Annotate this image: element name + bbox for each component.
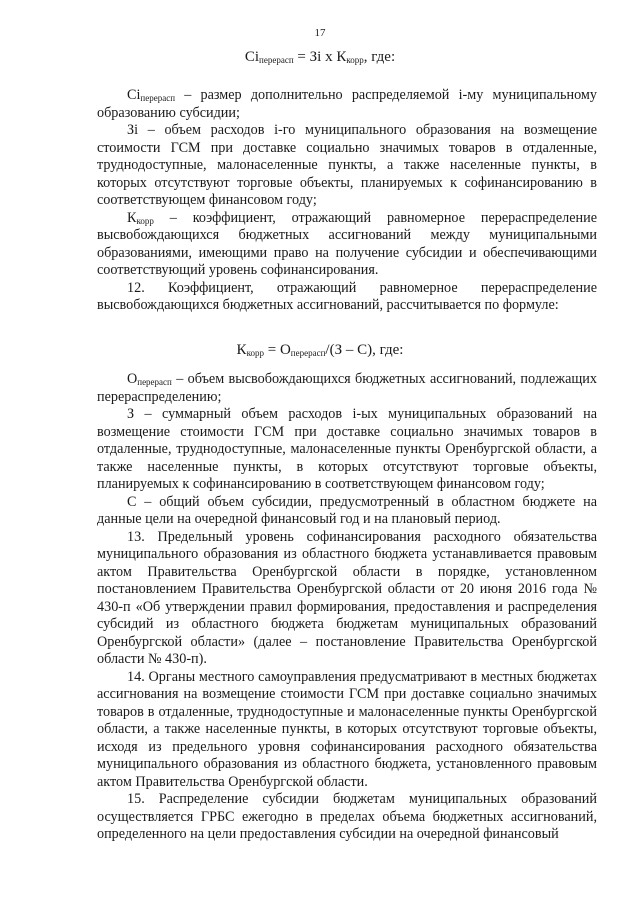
- formula-o-subscript: перерасп: [290, 348, 326, 358]
- definition-text: З – суммарный объем расходов i-ых муниципальных образований на возмещение стоимости ГСМ при доставке социально значимых товаров в отдаленные, труднодоступные, малонаселенные пункты Оренбургской области, а также населенные пункты, в которых отсутствуют торговые объекты, планируемых к софинансированию в соответствующем финансовом году;: [97, 406, 597, 492]
- definition-text: С – общий объем субсидии, предусмотренный в областном бюджете на данные цели на очередной финансовый год и на плановый период.: [97, 493, 597, 527]
- paragraph-15: 15. Распределение субсидии бюджетам муниципальных образований осуществляется ГРБС ежегодно в пределах объема бюджетных ассигнований, определенного на цели предоставления субсидии на очередной финансовый: [97, 791, 597, 842]
- formula-coefficient: [0, 342, 640, 359]
- definition-text: Зi – объем расходов i-го муниципального образования на возмещение стоимости ГСМ при доставке социально значимых товаров в отдаленные, труднодоступные, малонаселенные пункты, а также населенные пункты, в которых отсутствуют торговые объекты, планируемых к софинансированию в соответствующем финансовом году;: [97, 122, 597, 208]
- text-block-definitions: [97, 87, 597, 315]
- paragraph-14: 14. Органы местного самоуправления предусматривают в местных бюджетах ассигнования на возмещение стоимости ГСМ при доставке социально значимых товаров в отдаленные, труднодоступные и малонаселенные пункты Оренбургской области, а также населенные пункты, в которых отсутствуют торговые объекты, исходя из предельного уровня софинансирования расходного обязательства муниципального образования из областного бюджета, установленного правовым актом Правительства Оренбургской области.: [97, 668, 597, 790]
- definition-text: – размер дополнительно распределяемой i-му муниципальному образованию субсидии;: [97, 87, 597, 121]
- definition-subscript: корр: [136, 215, 154, 226]
- formula-lhs: Ci: [244, 49, 260, 65]
- definition-kkorr: [97, 210, 597, 280]
- formula-equals: = О: [263, 342, 291, 358]
- definition-text: – объем высвобождающихся бюджетных ассигнований, подлежащих перераспределению;: [97, 371, 597, 405]
- definition-ci: [97, 87, 597, 122]
- definition-z: [97, 406, 597, 494]
- formula-k-subscript: корр: [346, 55, 364, 65]
- definition-zi: [97, 122, 597, 210]
- formula-k: К: [236, 342, 247, 358]
- definition-c: [97, 494, 597, 529]
- definition-subscript: перерасп: [140, 93, 176, 103]
- formula-lhs-subscript: перерасп: [259, 55, 294, 65]
- formula-tail: , где:: [363, 49, 396, 65]
- formula-k-subscript: корр: [246, 348, 264, 358]
- paragraph-12: 12. Коэффициент, отражающий равномерное перераспределение высвобождающихся бюджетных ассигнований, рассчитывается по формуле:: [97, 279, 597, 313]
- definition-symbol: К: [127, 209, 137, 226]
- definition-text: – коэффициент, отражающий равномерное перераспределение высвобождающихся бюджетных ассигнований между муниципальными образованиями, имеющими право на получение субсидии и обеспечивающими соответствующий уровень софинансирования.: [97, 209, 597, 278]
- page-number: 17: [314, 27, 326, 39]
- definition-subscript: перерасп: [137, 377, 172, 387]
- text-block-body: [97, 371, 597, 844]
- paragraph-13: 13. Предельный уровень софинансирования расходного обязательства муниципального образования из областного бюджета устанавливается правовым актом Правительства Оренбургской области в порядке, установленном постановлением Правительства Оренбургской области от 20 июня 2016 года № 430-п «Об утверждении правил формирования, предоставления и распределения субсидий из областного бюджета бюджетам муниципальных образований Оренбургской области» (далее – постановление Правительства Оренбургской области № 430-п).: [97, 528, 597, 667]
- formula-tail: /(З – С), где:: [325, 342, 404, 358]
- definition-operer: [97, 371, 597, 406]
- formula-middle: = Зi x К: [293, 49, 347, 65]
- definition-symbol: Ci: [127, 87, 141, 103]
- definition-symbol: О: [127, 371, 138, 387]
- formula-redistribution: [0, 49, 640, 66]
